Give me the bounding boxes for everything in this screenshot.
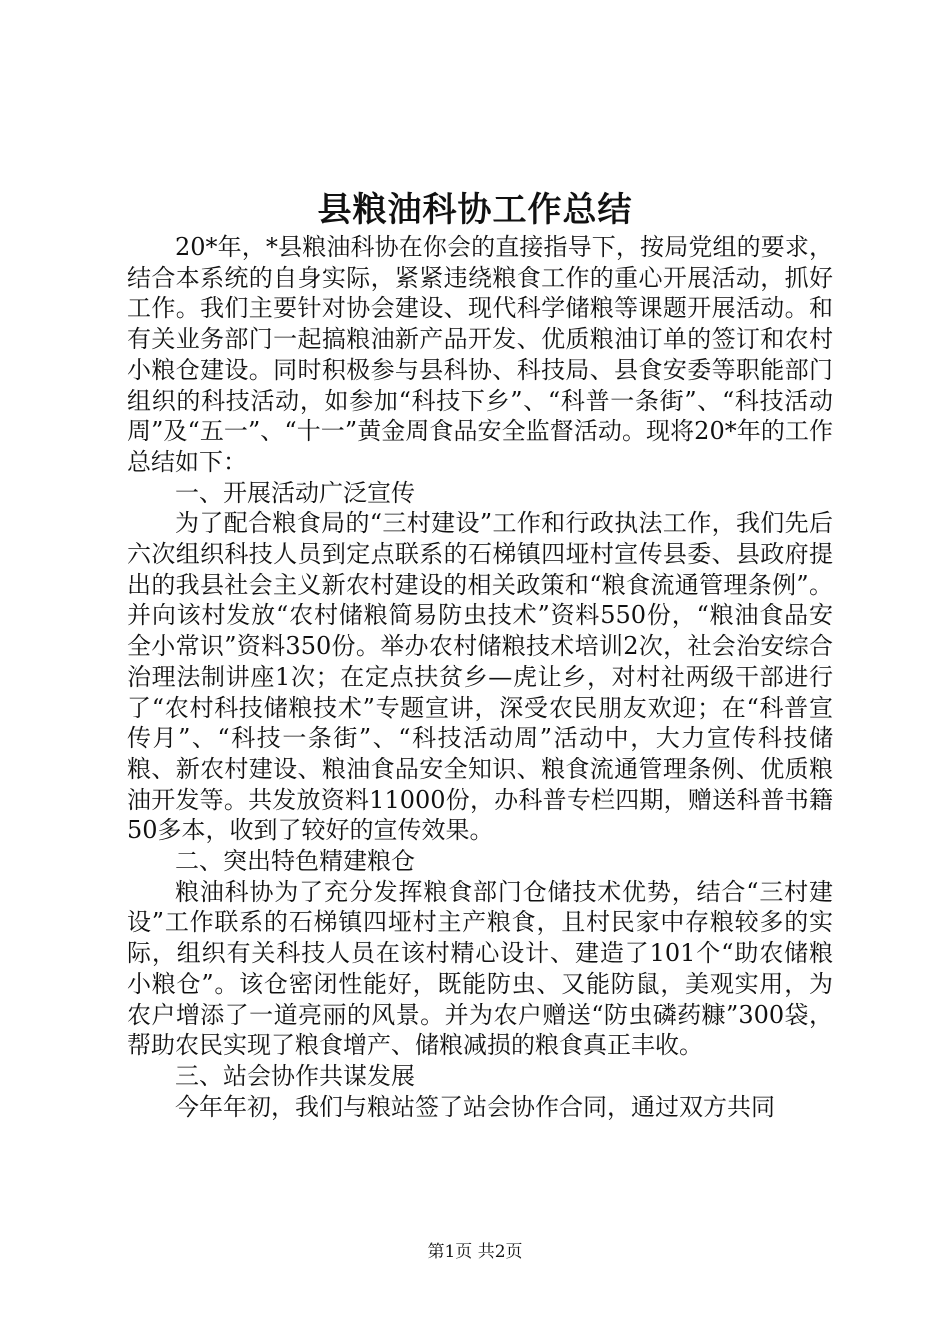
section-heading-1: 一、开展活动广泛宣传: [175, 478, 415, 507]
section-3-paragraph: 今年年初，我们与粮站签了站会协作合同，通过双方共同: [175, 1092, 775, 1121]
section-heading-3: 三、站会协作共谋发展: [175, 1061, 415, 1090]
document-title: 县粮油科协工作总结: [317, 190, 633, 230]
section-2-paragraph: 粮油科协为了充分发挥粮食部门仓储技术优势，结合“三村建设”工作联系的石梯镇四垭村主产粮食，且村民家中存粮较多的实际，组织有关科技人员在该村精心设计、建造了101个“助农储粮小粮仓”。该仓密闭性能好，既能防虫、又能防鼠，美观实用，为农户增添了一道亮丽的风景。并为农户赠送“防虫磷药糠”300袋，帮助农民实现了粮食增产、储粮减损的粮食真正丰收。: [127, 877, 833, 1060]
document-body: [127, 232, 833, 1122]
section-heading-2: 二、突出特色精建粮仓: [175, 847, 415, 876]
intro-paragraph: 20*年，*县粮油科协在你会的直接指导下，按局党组的要求，结合本系统的自身实际，紧紧违绕粮食工作的重心开展活动，抓好工作。我们主要针对协会建设、现代科学储粮等课题开展活动。和有关业务部门一起搞粮油新产品开发、优质粮油订单的签订和农村小粮仓建设。同时积极参与县科协、科技局、县食安委等职能部门组织的科技活动，如参加“科技下乡”、“科普一条街”、“科技活动周”及“五一”、“十一”黄金周食品安全监督活动。现将20*年的工作总结如下：: [127, 233, 833, 476]
page-footer: 第1页 共2页: [427, 1242, 523, 1262]
section-1-paragraph: 为了配合粮食局的“三村建设”工作和行政执法工作，我们先后六次组织科技人员到定点联系的石梯镇四垭村宣传县委、县政府提出的我县社会主义新农村建设的相关政策和“粮食流通管理条例”。并向该村发放“农村储粮简易防虫技术”资料550份，“粮油食品安全小常识”资料350份。举办农村储粮技术培训2次，社会治安综合治理法制讲座1次；在定点扶贫乡—虎让乡，对村社两级干部进行了“农村科技储粮技术”专题宣讲，深受农民朋友欢迎；在“科普宣传月”、“科技一条街”、“科技活动周”活动中，大力宣传科技储粮、新农村建设、粮油食品安全知识、粮食流通管理条例、优质粮油开发等。共发放资料11000份，办科普专栏四期，赠送科普书籍50多本，收到了较好的宣传效果。: [127, 509, 833, 845]
